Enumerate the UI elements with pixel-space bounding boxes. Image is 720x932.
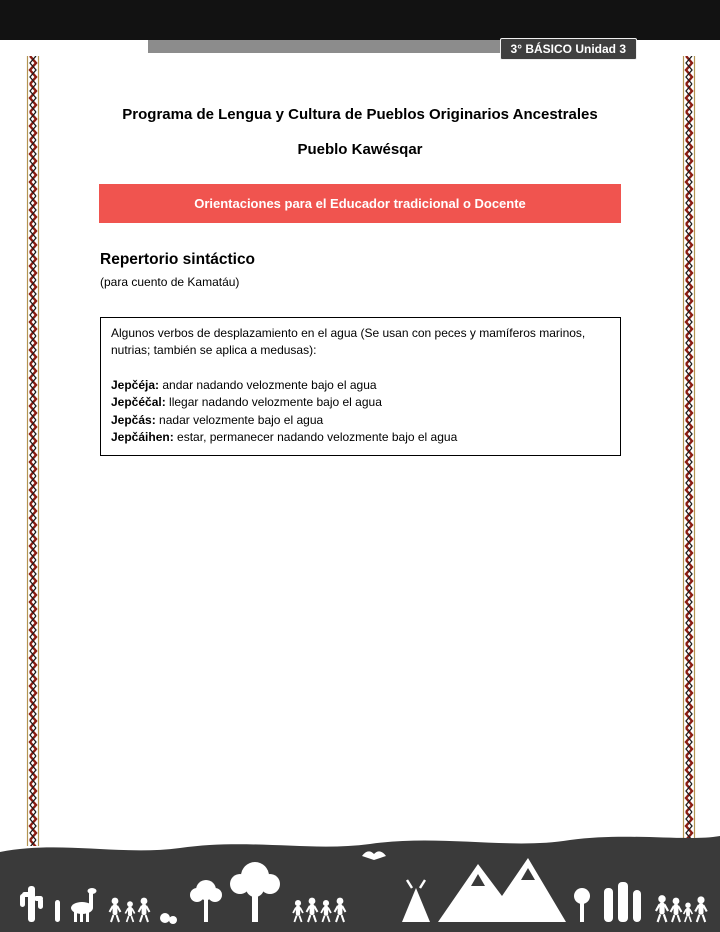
program-title: Programa de Lengua y Cultura de Pueblos Originarios Ancestrales [122,106,598,123]
verb-entry [111,394,610,411]
verb-term: Jepčáihen: [111,429,174,444]
verbs-intro: Algunos verbos de desplazamiento en el agua (Se usan con peces y mamíferos marinos, nutrias; también se aplica a medusas): [111,326,586,358]
verb-entry [111,429,610,446]
verb-term: Jepčás: [111,412,156,427]
footer-landscape-illustration [0,826,720,932]
left-decorative-border [26,56,40,846]
section-title: Repertorio sintáctico [100,251,256,268]
verb-term: Jepčéčal: [111,395,166,410]
verb-definition: llegar nadando velozmente bajo el agua [169,395,382,410]
pueblo-title: Pueblo Kawésqar [297,141,423,158]
verb-definition: estar, permanecer nadando velozmente bajo el agua [177,429,458,444]
section-subtitle: (para cuento de Kamatáu) [100,275,240,289]
verb-term: Jepčéja: [111,377,160,392]
verb-definition: nadar velozmente bajo el agua [159,412,324,427]
verb-entry [111,412,610,429]
verb-entry [111,377,610,394]
verb-definition: andar nadando velozmente bajo el agua [162,377,377,392]
verbs-box [100,317,621,456]
header-gray-strip [148,40,505,53]
orientation-banner [99,184,621,223]
right-decorative-border [682,56,696,846]
orientation-banner-text: Orientaciones para el Educador tradicional o Docente [194,196,526,211]
top-black-bar [0,0,720,40]
verbs-list [111,377,610,447]
unit-badge: 3° BÁSICO Unidad 3 [500,38,637,60]
